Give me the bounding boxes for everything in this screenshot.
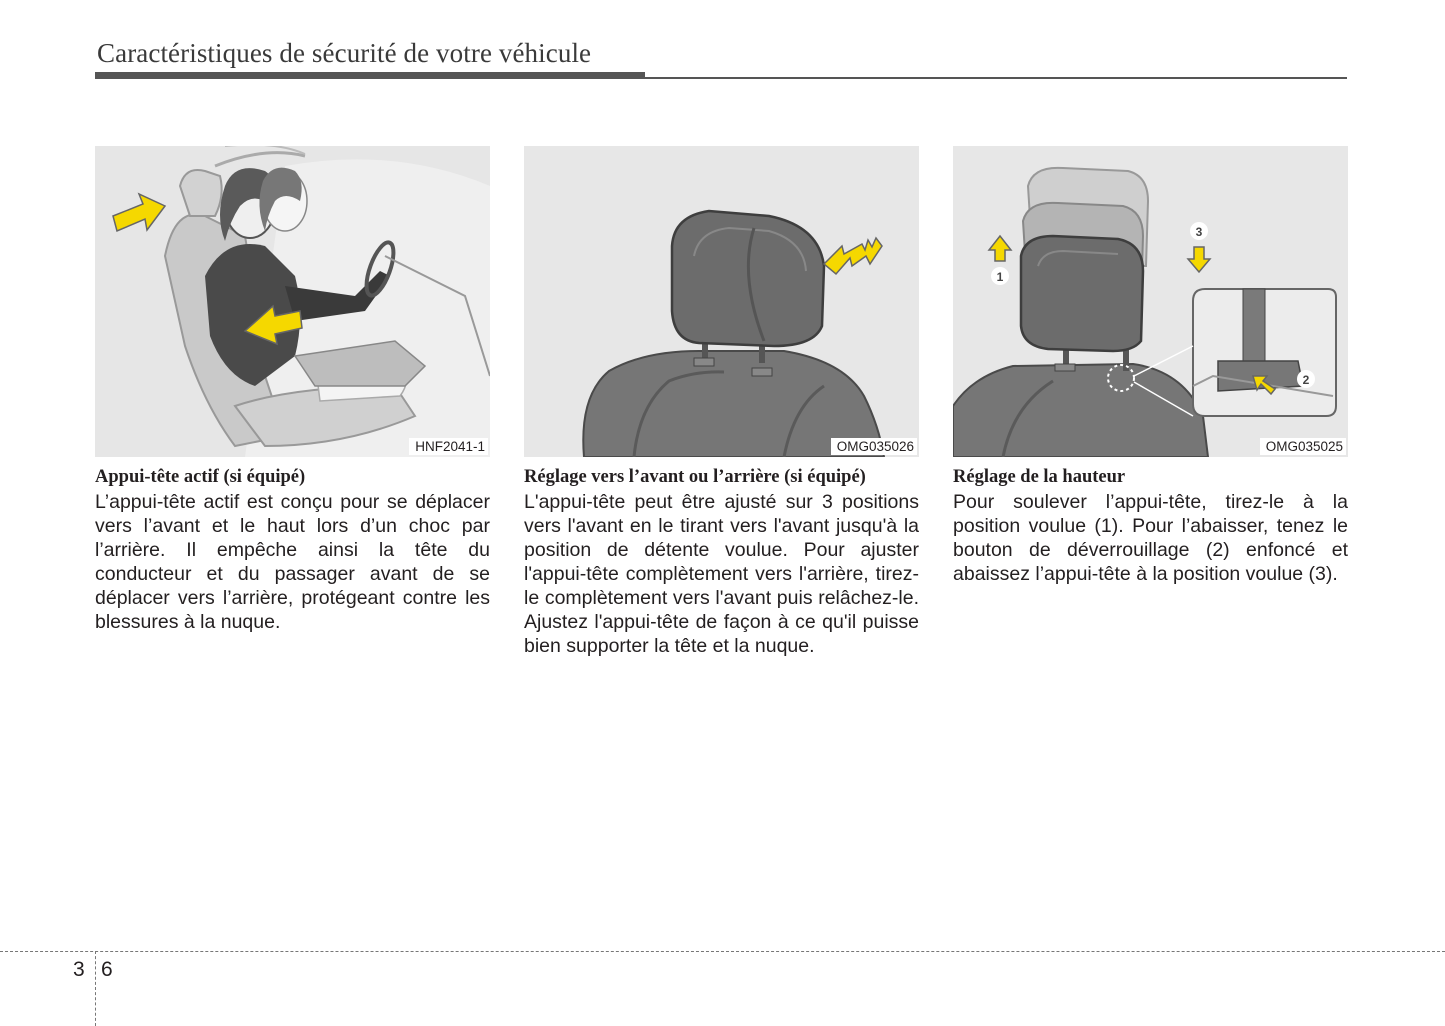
figure-active-headrest [95, 146, 490, 457]
page-header-title: Caractéristiques de sécurité de votre véhicule [97, 38, 592, 68]
figure-code: OMG035026 [831, 438, 917, 455]
figure-code: OMG035025 [1260, 438, 1346, 455]
callout-3 [1190, 222, 1208, 240]
section-fore-aft-adjust [524, 146, 919, 658]
svg-text:3: 3 [1195, 225, 1203, 239]
illustration-headrest-forward [524, 146, 919, 457]
section-heading: Réglage vers l’avant ou l’arrière (si équipé) [524, 467, 866, 487]
section-heading: Appui-tête actif (si équipé) [95, 467, 306, 487]
callout-1 [991, 267, 1009, 285]
svg-text:2: 2 [1302, 373, 1310, 387]
callout-2 [1297, 370, 1315, 388]
illustration-headrest-height [953, 146, 1348, 457]
section-body: L’appui-tête actif est conçu pour se déplacer vers l’avant et le haut lors d’un choc par l’arrière. Il empêche ainsi la tête du conducteur et du passager avant de se déplacer vers l’arrière, protégeant contre les blessures à la nuque. [95, 491, 490, 633]
section-heading: Réglage de la hauteur [953, 467, 1126, 487]
footer-dashed-divider [95, 951, 96, 1026]
figure-fore-aft-adjust [524, 146, 919, 457]
illustration-driver-seat [95, 146, 490, 457]
figure-code: HNF2041-1 [409, 438, 488, 455]
page-section-number: 3 [73, 958, 85, 981]
svg-text:1: 1 [996, 270, 1004, 284]
section-body: Pour soulever l’appui-tête, tirez-le à la position voulue (1). Pour l’abaisser, tenez le bouton de déverrouillage (2) enfoncé et abaissez l’appui-tête à la position voulue (3). [953, 491, 1348, 585]
footer-dashed-rule [0, 951, 1445, 952]
section-active-headrest [95, 146, 490, 634]
section-body: L'appui-tête peut être ajusté sur 3 positions vers l'avant en le tirant vers l'avant jusqu'à la position de détente voulue. Pour ajuster l'appui-tête complètement vers l'arrière, tirez-le complètement vers l'avant puis relâchez-le. Ajustez l'appui-tête de façon à ce qu'il puisse bien supporter la tête et la nuque. [524, 491, 919, 657]
section-height-adjust [953, 146, 1348, 586]
figure-height-adjust [953, 146, 1348, 457]
header-rule [95, 77, 1347, 79]
page-number: 6 [101, 958, 113, 981]
